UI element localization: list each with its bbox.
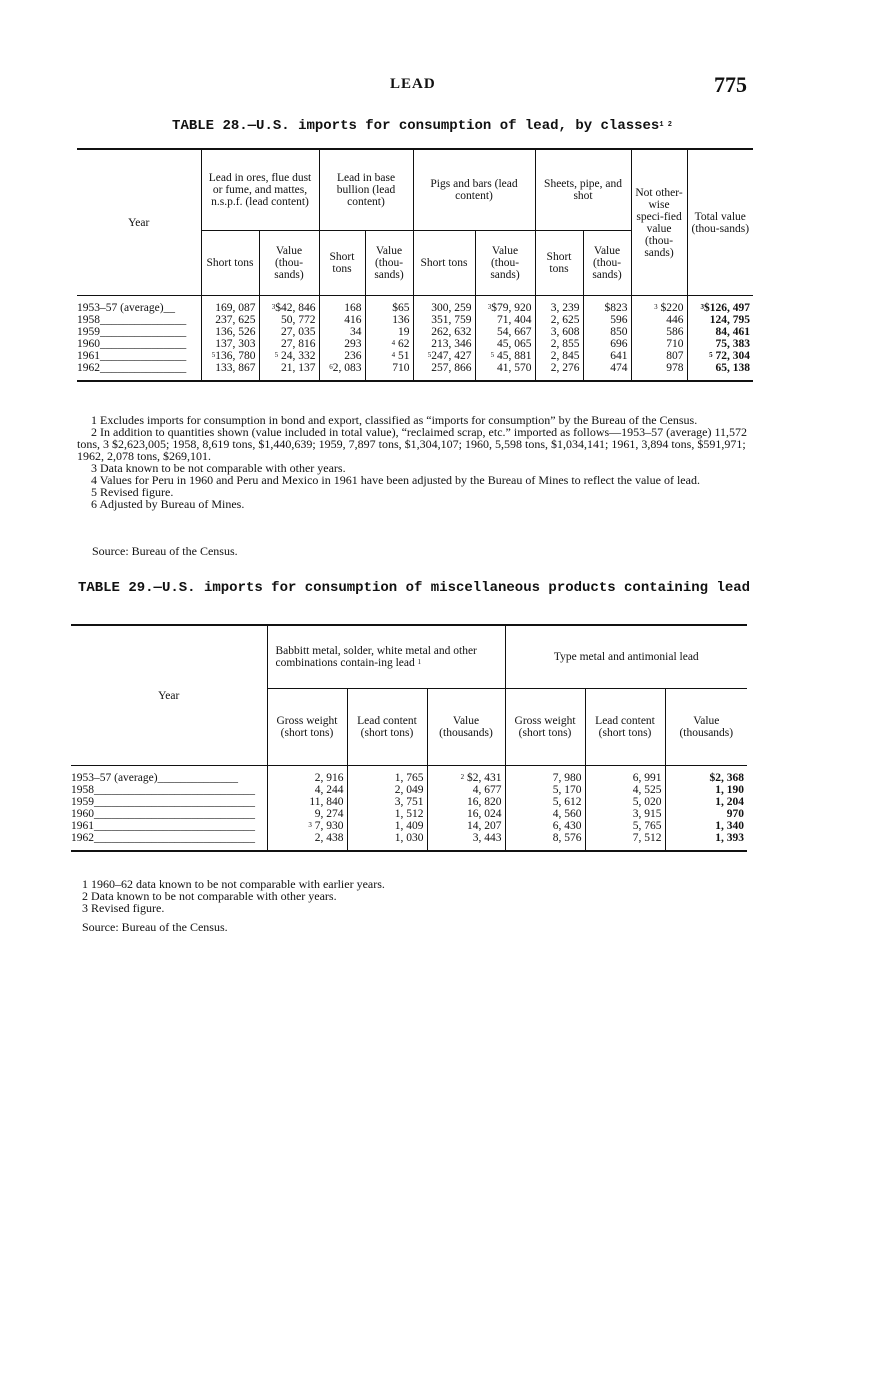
table-cell: 1, 340 [665,820,747,832]
footnote: 2 Data known to be not comparable with other years. [82,889,337,903]
table-cell: $^5$ 72, 304 [687,350,753,362]
table-cell: 2, 438 [267,832,347,851]
table-cell: 168 [319,296,365,315]
table-29-source: Source: Bureau of the Census. [82,920,228,934]
col-group-babbitt: Babbitt metal, solder, white metal and other combinations contain-ing lead $^1$ [267,625,505,689]
table-cell: 3, 443 [427,832,505,851]
col-group-bullion: Lead in base bullion (lead content) [319,149,413,231]
table-cell: 1, 512 [347,808,427,820]
table-cell: 586 [631,326,687,338]
table-cell: 7, 512 [585,832,665,851]
table-cell: $^3$\$42, 846 [259,296,319,315]
table-cell: $65 [365,296,413,315]
footnote: 1 Excludes imports for consumption in bond and export, classified as “imports for consumption” by the Bureau of the Census. [91,413,698,427]
table-29-caption: TABLE 29.—U.S. imports for consumption of miscellaneous products containing lead [77,580,751,596]
col-header-not-specified: Not other-wise speci-fied value (thou-sands) [631,149,687,296]
row-label: 1961_______________ [77,350,187,362]
table-cell: 137, 303 [201,338,259,350]
footnote: 5 Revised figure. [91,485,174,499]
table-cell: 236 [319,350,365,362]
table-cell: $^3$\$79, 920 [475,296,535,315]
col-header-short-tons: Short tons [413,231,475,296]
table-cell: 16, 820 [427,796,505,808]
row-label: 1953–57 (average)______________ [71,772,239,784]
table-cell: 4, 560 [505,808,585,820]
table-cell: 21, 137 [259,362,319,381]
table-29 [71,624,747,852]
footnote: 1 1960–62 data known to be not comparable with earlier years. [82,877,385,891]
table-28-footnotes [77,414,753,510]
table-cell: 262, 632 [413,326,475,338]
table-cell: 34 [319,326,365,338]
col-header-gross-weight: Gross weight (short tons) [505,689,585,766]
table-cell: 16, 024 [427,808,505,820]
table-cell: 8, 576 [505,832,585,851]
table-cell: 14, 207 [427,820,505,832]
table-cell: 5, 765 [585,820,665,832]
table-cell: 27, 035 [259,326,319,338]
footnote: 6 Adjusted by Bureau of Mines. [91,497,245,511]
table-cell: 293 [319,338,365,350]
table-cell: 3, 608 [535,326,583,338]
col-header-short-tons: Short tons [535,231,583,296]
table-cell: 978 [631,362,687,381]
table-cell: 2, 276 [535,362,583,381]
col-header-year: Year [77,149,201,296]
table-cell: 1, 204 [665,796,747,808]
table-row [71,832,747,851]
row-label: 1962____________________________ [71,832,255,844]
table-cell: $^3$ 7, 930 [267,820,347,832]
table-row [71,796,747,808]
row-label: 1962_______________ [77,362,187,374]
col-group-ores: Lead in ores, flue dust or fume, and mattes, n.s.p.f. (lead content) [201,149,319,231]
table-row [71,808,747,820]
table-28-source: Source: Bureau of the Census. [92,544,238,558]
table-cell: 5, 612 [505,796,585,808]
table-row [77,362,753,381]
table-cell: 75, 383 [687,338,753,350]
table-cell: 1, 409 [347,820,427,832]
col-group-type-metal: Type metal and antimonial lead [505,625,747,689]
row-label: 1958_______________ [77,314,187,326]
table-cell: $^5$136, 780 [201,350,259,362]
footnote: 4 Values for Peru in 1960 and Peru and Mexico in 1961 have been adjusted by the Bureau of Mines to reflect the value of lead. [91,473,700,487]
table-cell: 351, 759 [413,314,475,326]
footnote: 3 Revised figure. [82,901,165,915]
running-title: LEAD [390,76,436,92]
row-label: 1958____________________________ [71,784,255,796]
row-label: 1959____________________________ [71,796,255,808]
table-cell: 970 [665,808,747,820]
row-label: 1960_______________ [77,338,187,350]
table-cell: 27, 816 [259,338,319,350]
table-cell: 596 [583,314,631,326]
table-cell: 6, 430 [505,820,585,832]
table-cell: 3, 915 [585,808,665,820]
col-header-gross-weight: Gross weight (short tons) [267,689,347,766]
col-header-total-value: Total value (thou-sands) [687,149,753,296]
col-header-value: Value (thousands) [427,689,505,766]
table-cell: 7, 980 [505,766,585,785]
table-row [77,296,753,315]
table-cell: 1, 393 [665,832,747,851]
row-label: 1953–57 (average)__ [77,302,176,314]
table-cell: 4, 677 [427,784,505,796]
table-cell: 2, 855 [535,338,583,350]
table-cell: 2, 625 [535,314,583,326]
table-cell: 4, 244 [267,784,347,796]
table-cell: 136, 526 [201,326,259,338]
table-row [77,326,753,338]
table-cell: 2, 049 [347,784,427,796]
table-cell: 2, 916 [267,766,347,785]
table-cell: 1, 765 [347,766,427,785]
col-header-short-tons: Short tons [201,231,259,296]
col-group-pigs: Pigs and bars (lead content) [413,149,535,231]
table-cell: 6, 991 [585,766,665,785]
table-cell: $^4$ 62 [365,338,413,350]
table-cell: 213, 346 [413,338,475,350]
table-cell: 710 [365,362,413,381]
table-cell: 3, 751 [347,796,427,808]
table-cell: 41, 570 [475,362,535,381]
table-cell: $^2$ $2, 431 [427,766,505,785]
table-cell: 3, 239 [535,296,583,315]
table-cell: $^5$247, 427 [413,350,475,362]
table-cell: 300, 259 [413,296,475,315]
table-row [77,338,753,350]
footnote: 3 Data known to be not comparable with other years. [91,461,346,475]
table-cell: 807 [631,350,687,362]
col-header-value: Value (thou-sands) [475,231,535,296]
table-row [71,784,747,796]
table-cell: $^4$ 51 [365,350,413,362]
table-cell: 54, 667 [475,326,535,338]
col-header-year: Year [71,625,267,766]
col-header-lead-content: Lead content (short tons) [347,689,427,766]
col-group-sheets: Sheets, pipe, and shot [535,149,631,231]
col-header-value: Value (thou-sands) [259,231,319,296]
table-cell: $^5$ 24, 332 [259,350,319,362]
table-cell: 19 [365,326,413,338]
table-cell: $^3$ $220 [631,296,687,315]
row-label: 1960____________________________ [71,808,255,820]
table-cell: 84, 461 [687,326,753,338]
table-cell: 133, 867 [201,362,259,381]
table-cell: 136 [365,314,413,326]
table-cell: 474 [583,362,631,381]
table-cell: 124, 795 [687,314,753,326]
table-cell: 169, 087 [201,296,259,315]
table-cell: $^6$2, 083 [319,362,365,381]
table-row [71,820,747,832]
table-cell: 416 [319,314,365,326]
table-28 [77,148,753,382]
table-cell: $823 [583,296,631,315]
table-cell: 641 [583,350,631,362]
running-header [0,72,886,102]
table-cell: 5, 020 [585,796,665,808]
col-header-value: Value (thousands) [665,689,747,766]
table-cell: 71, 404 [475,314,535,326]
col-header-lead-content: Lead content (short tons) [585,689,665,766]
page-number: 775 [714,72,747,97]
table-cell: 710 [631,338,687,350]
table-cell: 696 [583,338,631,350]
table-28-caption: TABLE 28.—U.S. imports for consumption of lead, by classes$^{1 2}$ [172,118,672,134]
table-cell: 45, 065 [475,338,535,350]
table-cell: $^3$\$126, 497 [687,296,753,315]
table-cell: 5, 170 [505,784,585,796]
table-cell: 9, 274 [267,808,347,820]
table-cell: 1, 190 [665,784,747,796]
table-cell: 11, 840 [267,796,347,808]
table-29-footnotes [82,878,742,914]
table-cell: 850 [583,326,631,338]
table-cell: $2, 368 [665,766,747,785]
row-label: 1961____________________________ [71,820,255,832]
table-cell: 1, 030 [347,832,427,851]
row-label: 1959_______________ [77,326,187,338]
table-row [77,314,753,326]
col-header-value: Value (thou-sands) [583,231,631,296]
footnote: 2 In addition to quantities shown (value included in total value), “reclaimed scrap, etc.” imported as follows—1953–57 (average) 11,572 tons, 3 $2,623,005; 1958, 8,619 tons, $1,440,639; 1959, 7,897 tons, $1,304,107; 1960, 5,598 tons, $1,034,141; 1961, 3,894 tons, $591,971; 1962, 2,078 tons, $269,101. [77,425,748,463]
table-row [77,350,753,362]
table-cell: 257, 866 [413,362,475,381]
col-header-short-tons: Short tons [319,231,365,296]
table-row [71,766,747,785]
col-header-value: Value (thou-sands) [365,231,413,296]
table-cell: 2, 845 [535,350,583,362]
table-cell: $^5$ 45, 881 [475,350,535,362]
table-cell: 4, 525 [585,784,665,796]
table-cell: 50, 772 [259,314,319,326]
table-cell: 446 [631,314,687,326]
table-cell: 237, 625 [201,314,259,326]
table-cell: 65, 138 [687,362,753,381]
